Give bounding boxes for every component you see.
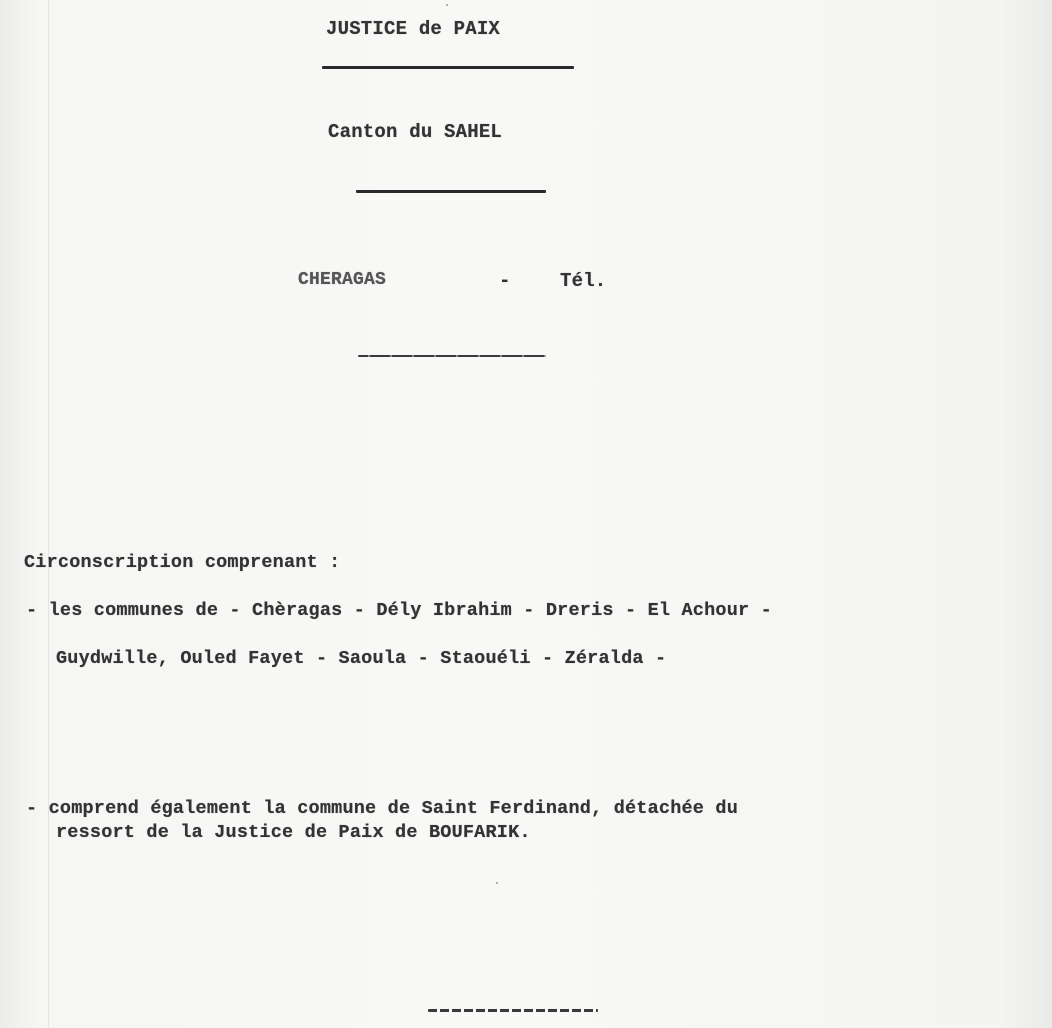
page-edge <box>48 0 49 1028</box>
document-title: JUSTICE de PAIX <box>326 18 501 40</box>
telephone-label: Tél. <box>560 270 607 292</box>
extra-commune-line-2: ressort de la Justice de Paix de BOUFARIK. <box>56 822 531 843</box>
extra-commune-line-1: - comprend également la commune de Saint Ferdinand, détachée du <box>26 798 739 819</box>
paper-speck <box>446 4 448 6</box>
location-dash: - <box>499 270 511 292</box>
closing-rule <box>428 1009 598 1012</box>
location-underline <box>358 355 546 357</box>
circonscription-intro: Circonscription comprenant : <box>24 552 341 573</box>
paper-speck <box>496 882 498 884</box>
canton-underline <box>356 190 546 193</box>
communes-line-2: Guydwille, Ouled Fayet - Saoula - Staouéli - Zéralda - <box>56 648 667 669</box>
communes-line-1: - les communes de - Chèragas - Dély Ibrahim - Dreris - El Achour - <box>26 600 772 621</box>
title-underline <box>322 66 574 69</box>
location-label: CHERAGAS <box>298 270 387 290</box>
canton-heading: Canton du SAHEL <box>328 121 503 143</box>
